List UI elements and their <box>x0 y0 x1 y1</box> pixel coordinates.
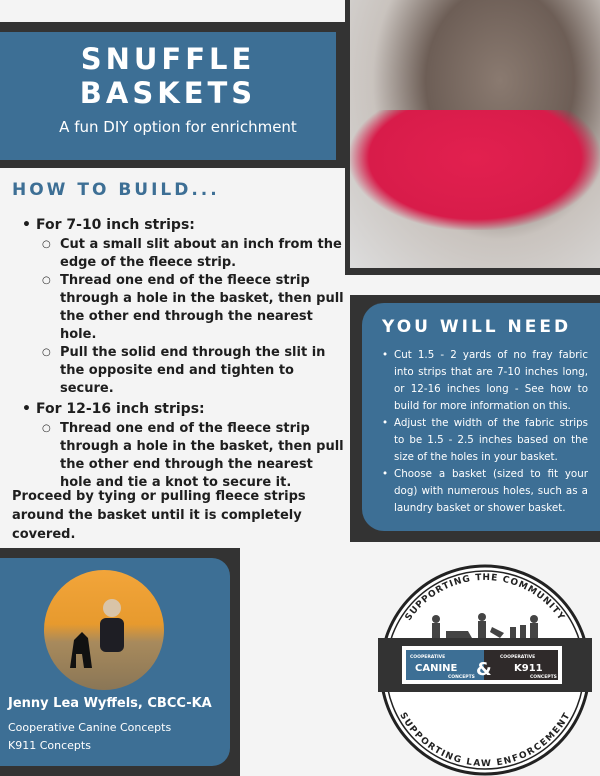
author-org: Cooperative Canine Concepts <box>8 721 172 734</box>
need-item: • Cut 1.5 - 2 yards of no fray fabric into strips that are 7-10 inches long, or 12-16 inches long - See how to build for more information on this. <box>394 347 588 415</box>
logo-right-big: K911 <box>514 663 543 674</box>
logo-left-sub: CONCEPTS <box>448 675 475 680</box>
step: ○ Thread one end of the fleece strip through a hole in the basket, then pull the other end through the nearest hole and tie a knot to secure it. <box>60 420 347 492</box>
proceed-text: Proceed by tying or pulling fleece strips around the basket until it is completely covered. <box>12 489 306 542</box>
fleece-basket-image <box>350 110 600 230</box>
need-heading: YOU WILL NEED <box>382 317 572 337</box>
step: ○ Pull the solid end through the slit in the opposite end and tighten to secure. <box>60 344 347 398</box>
author-card <box>0 558 230 766</box>
group-label: For 12-16 inch strips: <box>36 401 205 417</box>
logo-left-small: COOPERATIVE <box>410 655 446 660</box>
title-banner <box>0 32 336 160</box>
subtitle: A fun DIY option for enrichment <box>59 118 297 136</box>
dog-snuffle-photo <box>350 0 600 268</box>
how-to-build-section <box>12 180 347 494</box>
author-name: Jenny Lea Wyffels, CBCC-KA <box>8 696 212 711</box>
title-line1: SNUFFLE <box>80 42 256 76</box>
avatar <box>44 570 164 690</box>
need-item: • Adjust the width of the fabric strips to be 1.5 - 2.5 inches based on the size of the holes in your basket. <box>394 415 588 466</box>
how-to-heading: HOW TO BUILD... <box>12 180 220 200</box>
author-org: K911 Concepts <box>8 739 91 752</box>
page-title <box>0 42 336 110</box>
strip-group <box>36 400 347 492</box>
logo-ampersand: & <box>476 659 492 680</box>
need-item: • Choose a basket (sized to fit your dog) with numerous holes, such as a laundry basket or shower basket. <box>394 466 588 517</box>
logo-bottom-text: SUPPORTING LAW ENFORCEMENT <box>397 710 573 769</box>
step: ○ Cut a small slit about an inch from the edge of the fleece strip. <box>60 236 347 272</box>
step: ○ Thread one end of the fleece strip through a hole in the basket, then pull the other end through the nearest hole. <box>60 272 347 344</box>
logo-left-big: CANINE <box>415 663 458 674</box>
person-with-dog-icon <box>44 570 164 690</box>
cooperative-canine-k911-logo <box>370 563 600 776</box>
strip-group <box>36 216 347 398</box>
logo-right-sub: CONCEPTS <box>530 675 557 680</box>
logo-top-text: SUPPORTING THE COMMUNITY <box>403 572 567 623</box>
you-will-need-card <box>362 303 600 531</box>
logo-right-small: COOPERATIVE <box>500 655 536 660</box>
group-label: For 7-10 inch strips: <box>36 217 195 233</box>
title-line2: BASKETS <box>79 76 257 110</box>
